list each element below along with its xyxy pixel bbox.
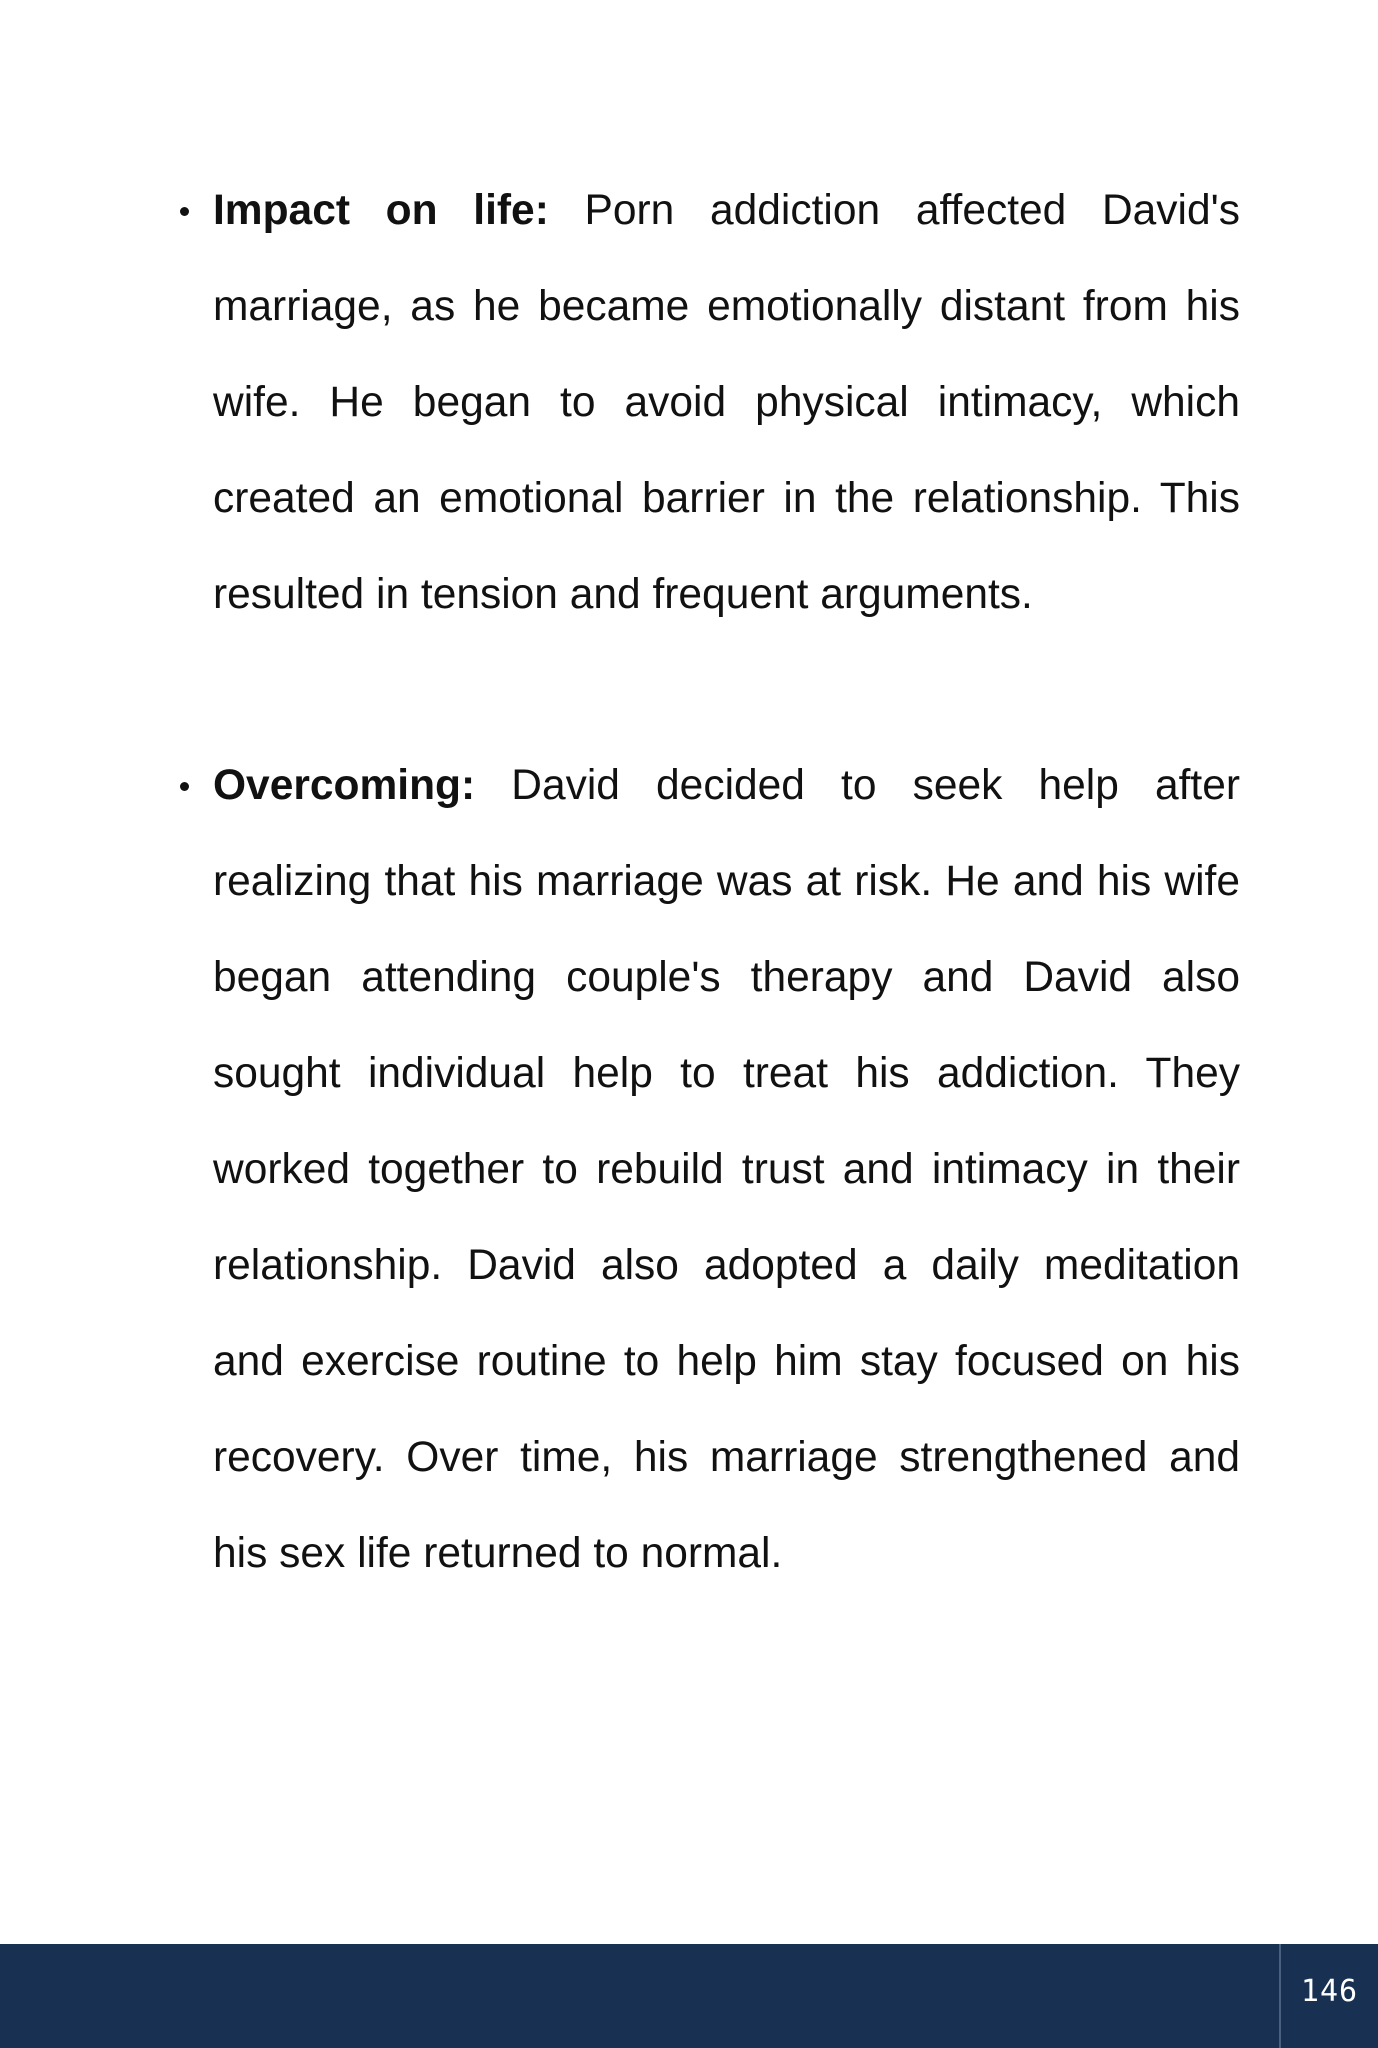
bullet-label: Overcoming: xyxy=(213,762,512,809)
page-number-box xyxy=(1279,1944,1378,2048)
bullet-icon xyxy=(180,207,189,216)
bullet-text: David decided to seek help after realizing that his marriage was at risk. He and his wife began attending couple's therapy and David also sought individual help to treat his addiction. They worked together to rebuild trust and intimacy in their relationship. David also adopted a daily meditation and exercise routine to help him stay focused on his recovery. Over time, his marriage strengthened and his sex life returned to normal. xyxy=(213,762,1240,1577)
bullet-icon xyxy=(180,782,189,791)
bullet-item-impact-on-life xyxy=(213,163,1240,643)
footer-bar xyxy=(0,1944,1378,2048)
bullet-text: Porn addiction affected David's marriage, as he became emotionally distant from his wife. He began to avoid physical intimacy, which created an emotional barrier in the relationship. This resulted in tension and frequent arguments. xyxy=(213,187,1240,618)
page-number: 146 xyxy=(1300,1973,1359,2009)
bullet-item-overcoming xyxy=(213,738,1240,1602)
bullet-label: Impact on life: xyxy=(213,187,585,234)
